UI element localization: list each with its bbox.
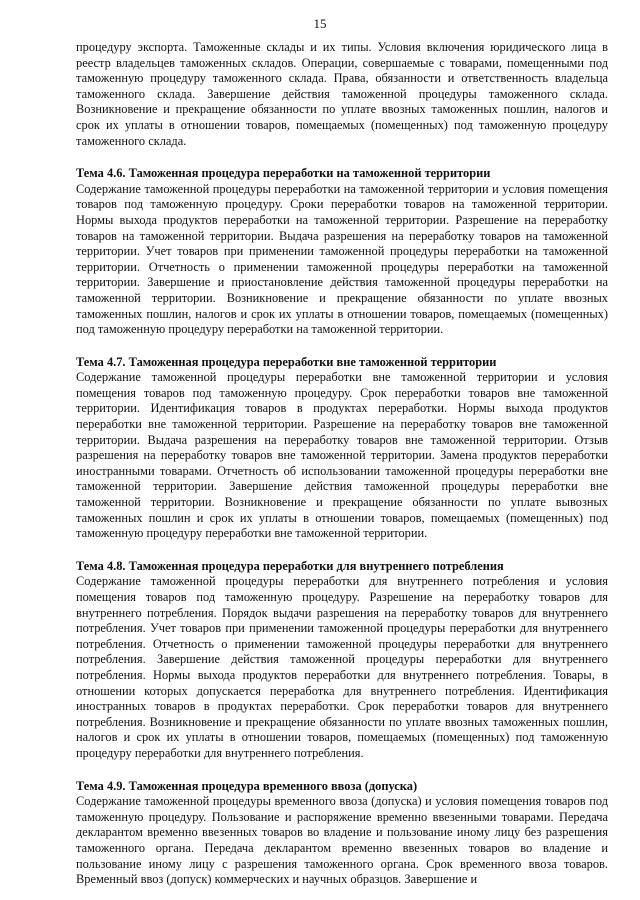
section-title: Тема 4.9. Таможенная процедура временного ввоза (допуска): [76, 778, 418, 793]
section-title: Тема 4.6. Таможенная процедура переработки на таможенной территории: [76, 166, 491, 181]
section-title: Тема 4.7. Таможенная процедура переработки вне таможенной территории: [76, 354, 497, 369]
section-text: Содержание таможенной процедуры переработки для внутреннего потребления и условия помещения товаров под таможенную процедуру. Разрешение на переработку товаров для внутреннего потребления. Порядок выдачи разрешения на переработку товаров для внутреннего потребления. Учет товаров при применении таможенной процедуры переработки для внутреннего потребления. Отчетность о применении таможенной процедуры переработки для внутреннего потребления. Завершение действия таможенной процедуры переработки для внутреннего потребления. Нормы выхода продуктов переработки для внутреннего потребления. Товары, в отношении которых допускается переработка для внутреннего потребления. Идентификация иностранных товаров в продуктах переработки. Срок переработки товаров для внутреннего потребления. Возникновение и прекращение обязанности по уплате ввозных таможенных пошлин, налогов и срок их уплаты в отношении товаров, помещаемых (помещенных) под таможенную процедуру переработки для внутреннего потребления.: [76, 574, 608, 760]
page-number: 15: [313, 16, 327, 31]
section-text: Содержание таможенной процедуры переработки на таможенной территории и условия помещения товаров под таможенную процедуру. Сроки переработки товаров на таможенной территории. Нормы выхода продуктов переработки на таможенной территории. Разрешение на переработку товаров на таможенной территории. Выдача разрешения на переработку товаров на таможенной территории. Учет товаров при применении таможенной процедуры переработки на таможенной территории. Отчетность о применении таможенной процедуры переработки на таможенной территории. Завершение и приостановление действия таможенной процедуры переработки на таможенной территории. Возникновение и прекращение обязанности по уплате ввозных таможенных пошлин, налогов и срок их уплаты в отношении товаров, помещаемых (помещенных) под таможенную процедуру переработки на таможенной территории.: [76, 181, 608, 337]
intro-paragraph: процедуру экспорта. Таможенные склады и их типы. Условия включения юридического лица в реестр владельцев таможенных складов. Операции, совершаемые с товарами, помещенными под таможенную процедуру таможенного склада. Права, обязанности и ответственность владельца таможенного склада. Завершение действия таможенной процедуры таможенного склада. Возникновение и прекращение обязанности по уплате ввозных таможенных пошлин, налогов и срок их уплаты в отношении товаров, помещаемых (помещенных) под таможенную процедуру таможенного склада.: [76, 40, 608, 148]
section-text: Содержание таможенной процедуры временного ввоза (допуска) и условия помещения товаров под таможенную процедуру. Пользование и распоряжение временно ввезенными товарами. Передача декларантом временно ввезенных товаров во владение и пользование иному лицу без разрешения таможенного органа. Передача декларантом временно ввезенных товаров во владение и пользование иному лицу с разрешения таможенного органа. Срок временного ввоза товаров. Временный ввоз (допуск) коммерческих и научных образцов. Завершение и: [76, 794, 608, 887]
section-4-6: [76, 166, 608, 338]
section-4-8: [76, 559, 608, 762]
section-4-9: [76, 779, 608, 888]
section-text: Содержание таможенной процедуры переработки вне таможенной территории и условия помещения товаров под таможенную процедуру. Срок переработки товаров вне таможенной территории. Идентификация товаров в продуктах переработки. Нормы выхода продуктов переработки вне таможенной территории. Разрешение на переработку товаров вне таможенной территории. Выдача разрешения на переработку товаров вне таможенной территории. Отзыв разрешения на переработку товаров вне таможенной территории. Замена продуктов переработки иностранными товарами. Отчетность об использовании таможенной процедуры переработки вне таможенной территории. Завершение действия таможенной процедуры переработки вне таможенной территории. Возникновение и прекращение обязанности по уплате вывозных таможенных пошлин и срок их уплаты в отношении товаров, помещаемых (помещенных) под таможенную процедуру переработки вне таможенной территории.: [76, 370, 608, 541]
section-title: Тема 4.8. Таможенная процедура переработки для внутреннего потребления: [76, 558, 504, 573]
section-4-7: [76, 355, 608, 542]
document-body: [76, 40, 608, 888]
